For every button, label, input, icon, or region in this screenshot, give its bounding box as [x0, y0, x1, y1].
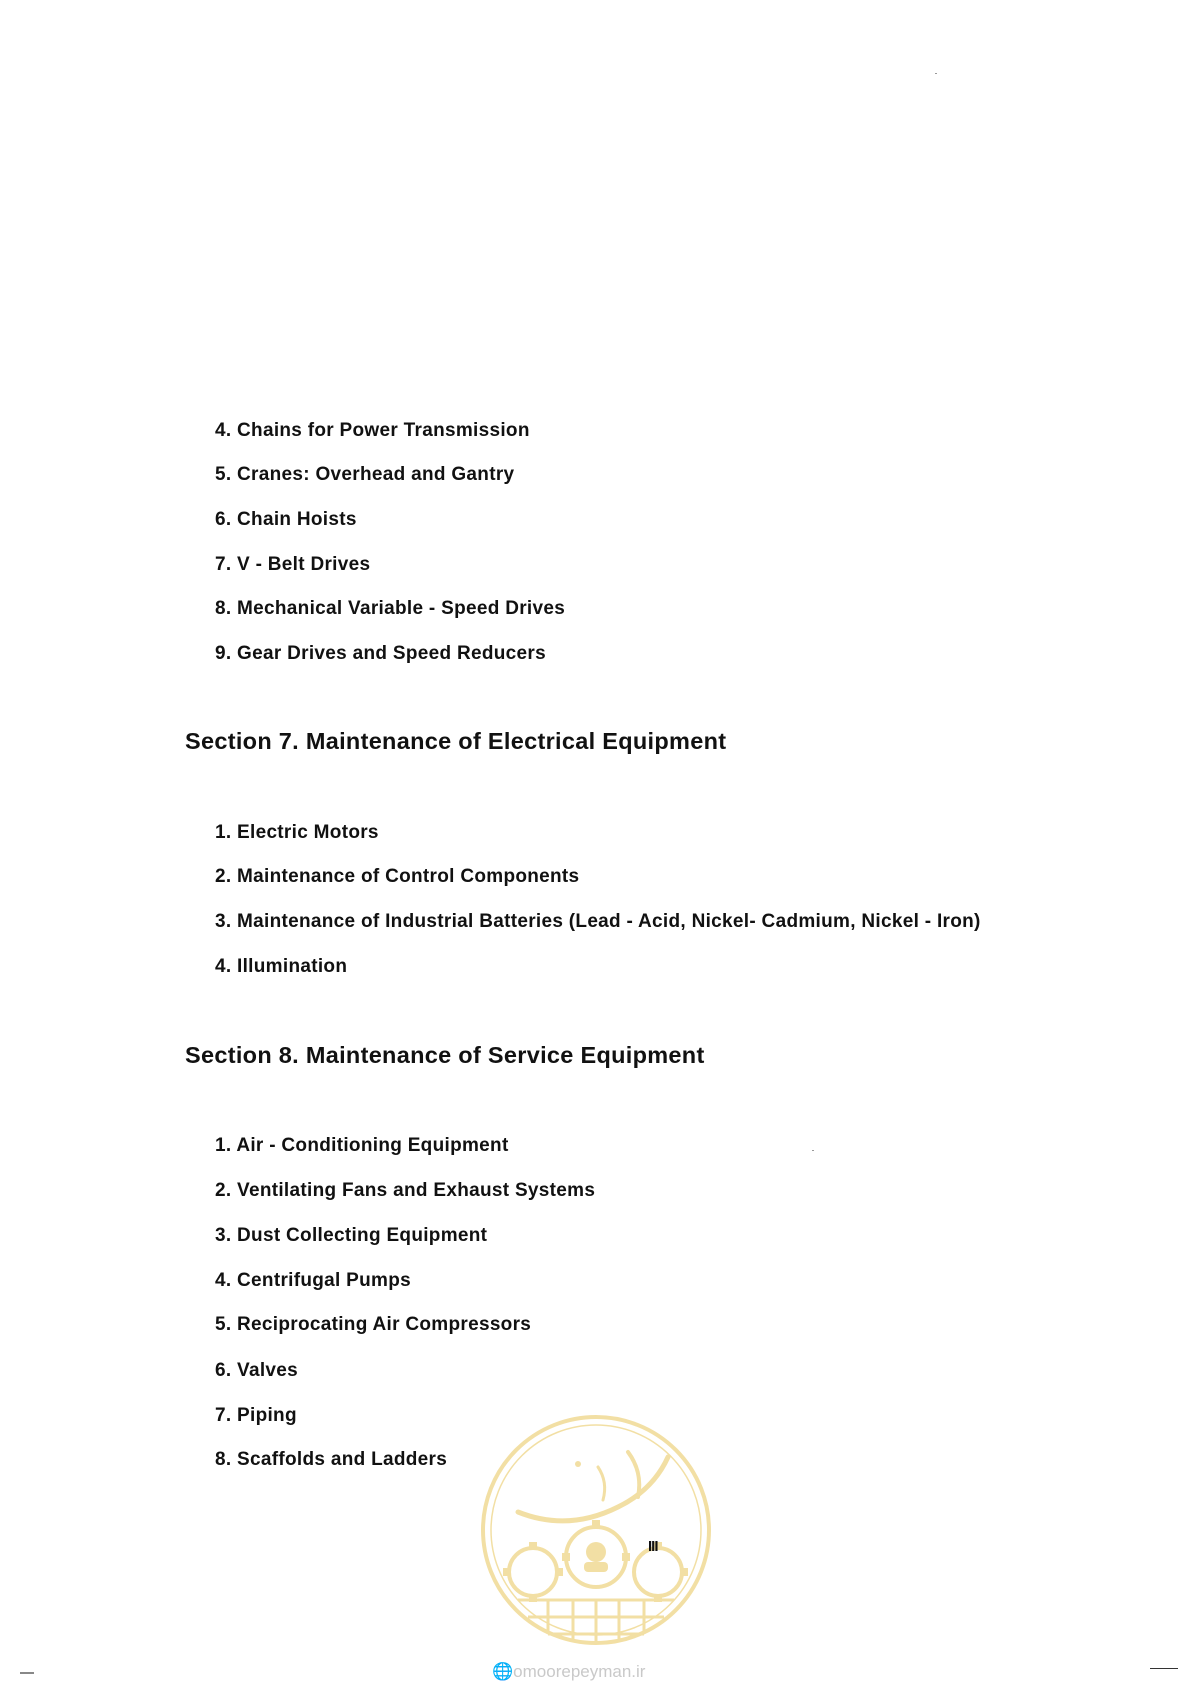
toc-item: 4. Centrifugal Pumps — [215, 1270, 412, 1291]
watermark-logo — [478, 1412, 714, 1648]
toc-item: 2. Ventilating Fans and Exhaust Systems — [215, 1180, 596, 1201]
toc-item: 4. Illumination — [215, 956, 348, 977]
scan-mark — [20, 1672, 34, 1674]
section-8-heading: Section 8. Maintenance of Service Equipment — [185, 1042, 705, 1068]
watermark-site-text — [492, 1662, 645, 1682]
toc-item: 1. Air - Conditioning Equipment — [215, 1135, 509, 1156]
toc-item: 5. Cranes: Overhead and Gantry — [215, 464, 515, 485]
toc-item: 5. Reciprocating Air Compressors — [215, 1314, 532, 1335]
toc-item: 6. Valves — [215, 1360, 298, 1381]
scan-mark — [1150, 1668, 1178, 1669]
scan-speck — [935, 73, 937, 74]
toc-item: 9. Gear Drives and Speed Reducers — [215, 643, 546, 664]
scan-speck — [812, 1150, 814, 1151]
toc-item: 8. Mechanical Variable - Speed Drives — [215, 598, 566, 619]
section-7-heading: Section 7. Maintenance of Electrical Equipment — [185, 728, 727, 754]
globe-icon: 🌐 — [492, 1662, 514, 1681]
toc-item: 7. V - Belt Drives — [215, 554, 371, 575]
toc-item: 3. Maintenance of Industrial Batteries (Lead - Acid, Nickel- Cadmium, Nickel - Iron) — [215, 911, 981, 932]
toc-item: 3. Dust Collecting Equipment — [215, 1225, 488, 1246]
toc-item: 1. Electric Motors — [215, 822, 379, 843]
page-number: III — [648, 1538, 658, 1555]
toc-item: 4. Chains for Power Transmission — [215, 420, 530, 441]
toc-item: 2. Maintenance of Control Components — [215, 866, 580, 887]
watermark-site: omoorepeyman.ir — [513, 1662, 646, 1681]
toc-item: 8. Scaffolds and Ladders — [215, 1449, 448, 1470]
toc-item: 7. Piping — [215, 1405, 297, 1426]
toc-item: 6. Chain Hoists — [215, 509, 357, 530]
